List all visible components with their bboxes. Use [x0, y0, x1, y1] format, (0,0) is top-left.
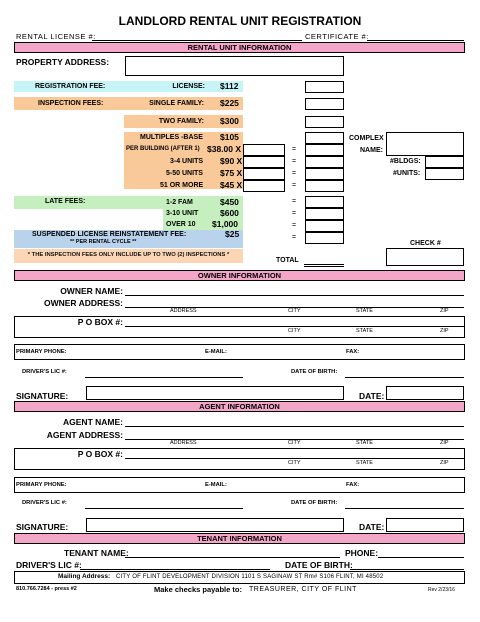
rental-license-label: RENTAL LICENSE #: — [16, 32, 96, 41]
section-owner: OWNER INFORMATION — [14, 270, 465, 281]
registration-fee-label: REGISTRATION FEE: — [35, 83, 106, 90]
owner-dob-label: DATE OF BIRTH: — [291, 369, 338, 375]
owner-phone-label: PRIMARY PHONE: — [16, 349, 67, 355]
section-rental-unit: RENTAL UNIT INFORMATION — [14, 42, 465, 53]
owner-state-col: STATE — [356, 308, 373, 314]
agent-signature-field[interactable] — [86, 518, 344, 532]
tenant-dob-field[interactable] — [350, 569, 464, 570]
checks-payable-value: TREASURER, CITY OF FLINT — [249, 586, 357, 593]
late-1-2-amount: $450 — [220, 197, 239, 207]
owner-po-city-col: CITY — [288, 328, 301, 334]
units-5-50-total-field[interactable] — [305, 168, 344, 180]
total-label: TOTAL — [276, 257, 299, 264]
per-building-amount: $38.00 X — [207, 144, 242, 154]
units-5-50-count-field[interactable] — [243, 168, 285, 180]
single-family-total-field[interactable] — [305, 98, 344, 110]
tenant-drivers-lic-field[interactable] — [80, 569, 270, 570]
tenant-name-field[interactable] — [125, 557, 340, 558]
owner-city-col: CITY — [288, 308, 301, 314]
agent-po-box-label: P O BOX #: — [77, 449, 123, 459]
equals-sign: = — [292, 146, 297, 153]
multiples-base-amount: $105 — [220, 132, 239, 142]
owner-drivers-lic-field[interactable] — [85, 377, 243, 378]
owner-drivers-lic-label: DRIVER'S LIC #: — [22, 369, 67, 375]
agent-email-label: E-MAIL: — [205, 482, 227, 488]
owner-po-box-field[interactable] — [125, 326, 464, 327]
late-3-10-total-field[interactable] — [305, 208, 344, 220]
units-3-4-label: 3-4 UNITS — [170, 158, 204, 165]
tenant-name-label: TENANT NAME: — [64, 548, 129, 558]
complex-name-label: NAME: — [360, 147, 383, 154]
agent-po-state-col: STATE — [356, 460, 373, 466]
agent-po-box-field[interactable] — [125, 458, 464, 459]
two-family-amount: $300 — [220, 116, 239, 126]
units-5-50-label: 5-50 UNITS — [166, 170, 203, 177]
mailing-address-value: CITY OF FLINT DEVELOPMENT DIVISION 1101 S SAGINAW ST Rm# S106 FLINT, MI 48502 — [116, 574, 384, 580]
footer-phone: 810.766.7284 - press #2 — [16, 586, 77, 592]
checks-payable-label: Make checks payable to: — [154, 585, 242, 594]
tenant-dob-label: DATE OF BIRTH: — [285, 560, 353, 570]
section-tenant: TENANT INFORMATION — [14, 533, 465, 544]
owner-contact-row — [14, 344, 465, 360]
inspection-fees-label: INSPECTION FEES: — [38, 100, 104, 107]
equals-sign: = — [292, 182, 297, 189]
certificate-label: CERTIFICATE #: — [305, 32, 369, 41]
equals-sign: = — [292, 234, 297, 241]
owner-po-state-col: STATE — [356, 328, 373, 334]
multiples-base-total-field[interactable] — [305, 132, 344, 144]
owner-signature-field[interactable] — [86, 386, 344, 400]
owner-po-zip-col: ZIP — [440, 328, 449, 334]
complex-name-field[interactable] — [386, 132, 464, 156]
agent-zip-col: ZIP — [440, 440, 449, 446]
units-3-4-total-field[interactable] — [305, 156, 344, 168]
certificate-line[interactable] — [367, 40, 464, 41]
agent-po-zip-col: ZIP — [440, 460, 449, 466]
agent-city-col: CITY — [288, 440, 301, 446]
owner-date-field[interactable] — [386, 386, 464, 400]
units-51-amount: $45 X — [220, 180, 243, 190]
agent-dob-field[interactable] — [345, 508, 464, 509]
owner-name-field[interactable] — [125, 295, 464, 296]
late-over-10-total-field[interactable] — [305, 220, 344, 232]
check-label: CHECK # — [410, 240, 441, 247]
tenant-drivers-lic-label: DRIVER'S LIC #: — [16, 560, 82, 570]
agent-contact-row — [14, 477, 465, 493]
agent-signature-label: SIGNATURE: — [16, 522, 69, 532]
bldgs-label: #BLDGS: — [390, 158, 421, 165]
property-address-label: PROPERTY ADDRESS: — [16, 57, 110, 67]
owner-date-label: DATE: — [359, 391, 385, 401]
total-double-line — [304, 266, 344, 267]
units-51-count-field[interactable] — [243, 180, 285, 192]
units-5-50-amount: $75 X — [220, 168, 243, 178]
owner-email-label: E-MAIL: — [205, 349, 227, 355]
inspection-note: * THE INSPECTION FEES ONLY INCLUDE UP TO TWO (2) INSPECTIONS * — [27, 252, 230, 258]
license-total-field[interactable] — [305, 81, 344, 93]
equals-sign: = — [292, 198, 297, 205]
per-rental-cycle-note: ** PER RENTAL CYCLE ** — [70, 239, 137, 245]
owner-address-col: ADDRESS — [170, 308, 197, 314]
check-number-field[interactable] — [386, 248, 464, 266]
tenant-phone-label: PHONE: — [345, 548, 379, 558]
suspended-label: SUSPENDED LICENSE REINSTATEMENT FEE: — [32, 231, 187, 238]
agent-state-col: STATE — [356, 440, 373, 446]
owner-name-label: OWNER NAME: — [60, 286, 123, 296]
section-agent: AGENT INFORMATION — [14, 401, 465, 412]
agent-phone-label: PRIMARY PHONE: — [16, 482, 67, 488]
suspended-amount: $25 — [225, 229, 240, 239]
single-family-label: SINGLE FAMILY: — [149, 100, 204, 107]
equals-sign: = — [292, 210, 297, 217]
late-1-2-total-field[interactable] — [305, 196, 344, 208]
late-over-10-amount: $1,000 — [212, 219, 238, 229]
units-51-label: 51 OR MORE — [160, 182, 204, 189]
complex-label: COMPLEX — [349, 135, 384, 142]
revision-date: Rev 2/23/16 — [428, 587, 455, 593]
late-1-2-label: 1-2 FAM — [166, 199, 193, 206]
agent-fax-label: FAX: — [346, 482, 360, 488]
license-label: LICENSE: — [172, 83, 205, 90]
owner-dob-field[interactable] — [345, 377, 464, 378]
agent-drivers-lic-field[interactable] — [85, 508, 243, 509]
suspended-total-field[interactable] — [305, 232, 344, 244]
two-family-total-field[interactable] — [305, 116, 344, 128]
license-amount: $112 — [220, 81, 239, 91]
units-3-4-count-field[interactable] — [243, 156, 285, 168]
owner-signature-label: SIGNATURE: — [16, 391, 69, 401]
agent-address-label: AGENT ADDRESS: — [46, 430, 123, 440]
per-building-total-field[interactable] — [305, 144, 344, 156]
late-over-10-label: OVER 10 — [166, 221, 196, 228]
owner-po-box-label: P O BOX #: — [77, 317, 123, 327]
agent-dob-label: DATE OF BIRTH: — [291, 500, 338, 506]
two-family-label: TWO FAMILY: — [158, 118, 204, 125]
rental-license-line[interactable] — [92, 40, 302, 41]
owner-fax-label: FAX: — [346, 349, 360, 355]
equals-sign: = — [292, 158, 297, 165]
mailing-address-label: Mailing Address: — [58, 573, 111, 580]
total-line[interactable] — [304, 264, 344, 265]
bldgs-field[interactable] — [425, 156, 464, 168]
property-address-field[interactable] — [125, 56, 344, 76]
per-building-count-field[interactable] — [243, 144, 285, 156]
late-fees-label: LATE FEES: — [45, 198, 86, 205]
owner-address-label: OWNER ADDRESS: — [43, 298, 123, 308]
units-field[interactable] — [425, 168, 464, 180]
agent-date-field[interactable] — [386, 518, 464, 532]
form-title: LANDLORD RENTAL UNIT REGISTRATION — [118, 14, 362, 28]
per-building-label: PER BUILDING (AFTER 1) — [126, 146, 200, 152]
single-family-amount: $225 — [220, 98, 239, 108]
agent-date-label: DATE: — [359, 522, 385, 532]
equals-sign: = — [292, 170, 297, 177]
agent-name-field[interactable] — [125, 426, 464, 427]
late-3-10-label: 3-10 UNIT — [166, 210, 199, 217]
equals-sign: = — [292, 222, 297, 229]
owner-zip-col: ZIP — [440, 308, 449, 314]
agent-name-label: AGENT NAME: — [63, 417, 123, 427]
agent-drivers-lic-label: DRIVER'S LIC #: — [22, 500, 67, 506]
agent-po-city-col: CITY — [288, 460, 301, 466]
units-3-4-amount: $90 X — [220, 156, 243, 166]
tenant-phone-field[interactable] — [378, 557, 464, 558]
late-3-10-amount: $600 — [220, 208, 239, 218]
multiples-base-label: MULTIPLES -BASE — [140, 134, 203, 141]
units-51-total-field[interactable] — [305, 180, 344, 192]
agent-address-col: ADDRESS — [170, 440, 197, 446]
units-label: #UNITS: — [393, 170, 421, 177]
